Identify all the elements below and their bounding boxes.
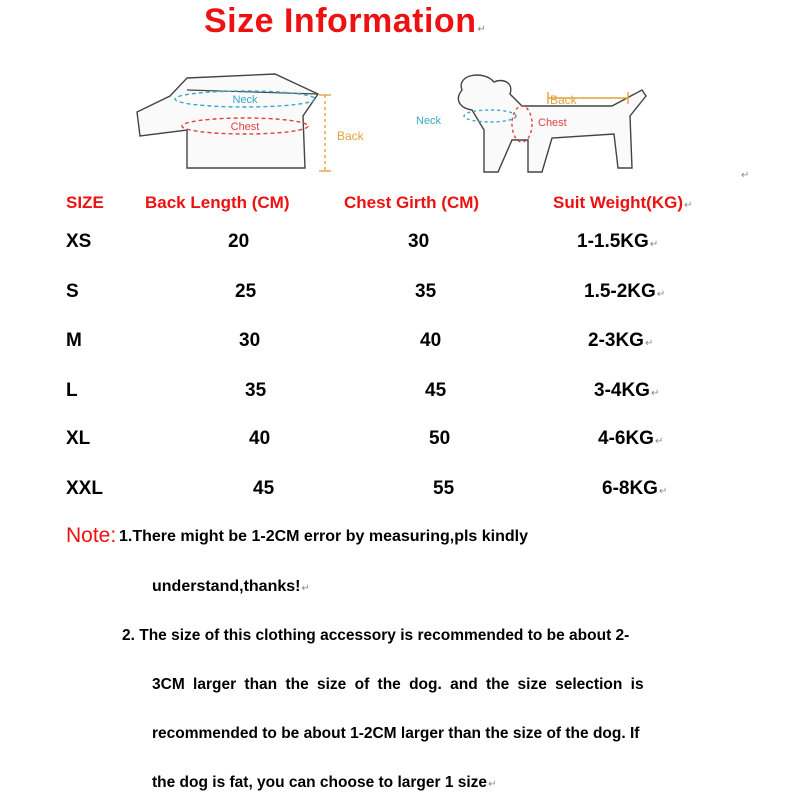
cell-size: S [66, 281, 79, 302]
cell-suit-weight-text: 4-6KG [598, 428, 654, 449]
note-label: Note: [66, 524, 117, 547]
note-line-3: 2. The size of this clothing accessory is recommended to be about 2- [122, 627, 630, 644]
cell-back-length: 40 [249, 428, 271, 449]
return-mark: ↵ [488, 779, 497, 790]
return-mark: ↵ [477, 24, 487, 35]
title-text: Size Information [204, 2, 477, 40]
header-suit-weight [553, 193, 692, 213]
stray-return-mark: ↵ [741, 170, 750, 181]
header-suit-weight-text: Suit Weight(KG) [553, 193, 683, 212]
note-line-5: recommended to be about 1-2CM larger than the size of the dog. If [152, 725, 640, 742]
note-line-6 [152, 774, 496, 792]
shirt-diagram [135, 68, 395, 180]
note-line-6-text: the dog is fat, you can choose to larger 1 size [152, 774, 488, 791]
cell-back-length: 25 [235, 281, 257, 302]
cell-chest-girth: 30 [408, 231, 430, 252]
dog-chest-label: Chest [538, 117, 567, 129]
cell-back-length: 20 [228, 231, 250, 252]
return-mark: ↵ [658, 486, 668, 497]
header-back-length: Back Length (CM) [145, 193, 290, 212]
dog-back-label: Back [550, 93, 577, 107]
return-mark: ↵ [644, 338, 654, 349]
cell-size: L [66, 380, 78, 401]
cell-chest-girth: 40 [420, 330, 442, 351]
cell-suit-weight-text: 1.5-2KG [584, 281, 656, 302]
return-mark: ↵ [654, 436, 664, 447]
cell-size: XL [66, 428, 91, 449]
cell-back-length: 45 [253, 478, 275, 499]
cell-suit-weight-text: 3-4KG [594, 380, 650, 401]
shirt-chest-label: Chest [230, 121, 260, 133]
cell-suit-weight [602, 478, 667, 500]
cell-suit-weight-text: 2-3KG [588, 330, 644, 351]
header-size: SIZE [66, 193, 104, 212]
shirt-neck-label: Neck [232, 94, 258, 106]
cell-chest-girth: 50 [429, 428, 451, 449]
cell-back-length: 30 [239, 330, 261, 351]
cell-suit-weight [588, 330, 653, 352]
note-line-2-text: understand,thanks! [152, 578, 301, 595]
shirt-back-label: Back [337, 129, 364, 143]
cell-chest-girth: 45 [425, 380, 447, 401]
cell-size: XXL [66, 478, 103, 499]
cell-suit-weight-text: 1-1.5KG [577, 231, 649, 252]
cell-size: XS [66, 231, 92, 252]
cell-suit-weight [598, 428, 663, 450]
return-mark: ↵ [650, 388, 660, 399]
dog-neck-label: Neck [416, 115, 442, 127]
cell-size: M [66, 330, 82, 351]
return-mark: ↵ [301, 583, 310, 594]
return-mark: ↵ [649, 239, 659, 250]
note-line-1: 1.There might be 1-2CM error by measuring,pls kindly [119, 528, 528, 545]
page-title [204, 2, 486, 41]
cell-suit-weight [584, 281, 665, 303]
dog-diagram [402, 68, 682, 180]
note-line-4: 3CM larger than the size of the dog. and the size selection is [152, 676, 644, 693]
cell-suit-weight-text: 6-8KG [602, 478, 658, 499]
return-mark: ↵ [684, 200, 693, 211]
cell-chest-girth: 55 [433, 478, 455, 499]
header-chest-girth: Chest Girth (CM) [344, 193, 480, 212]
cell-back-length: 35 [245, 380, 267, 401]
cell-suit-weight [594, 380, 659, 402]
return-mark: ↵ [656, 289, 666, 300]
cell-chest-girth: 35 [415, 281, 437, 302]
note-line-2 [152, 578, 310, 596]
cell-suit-weight [577, 231, 658, 253]
